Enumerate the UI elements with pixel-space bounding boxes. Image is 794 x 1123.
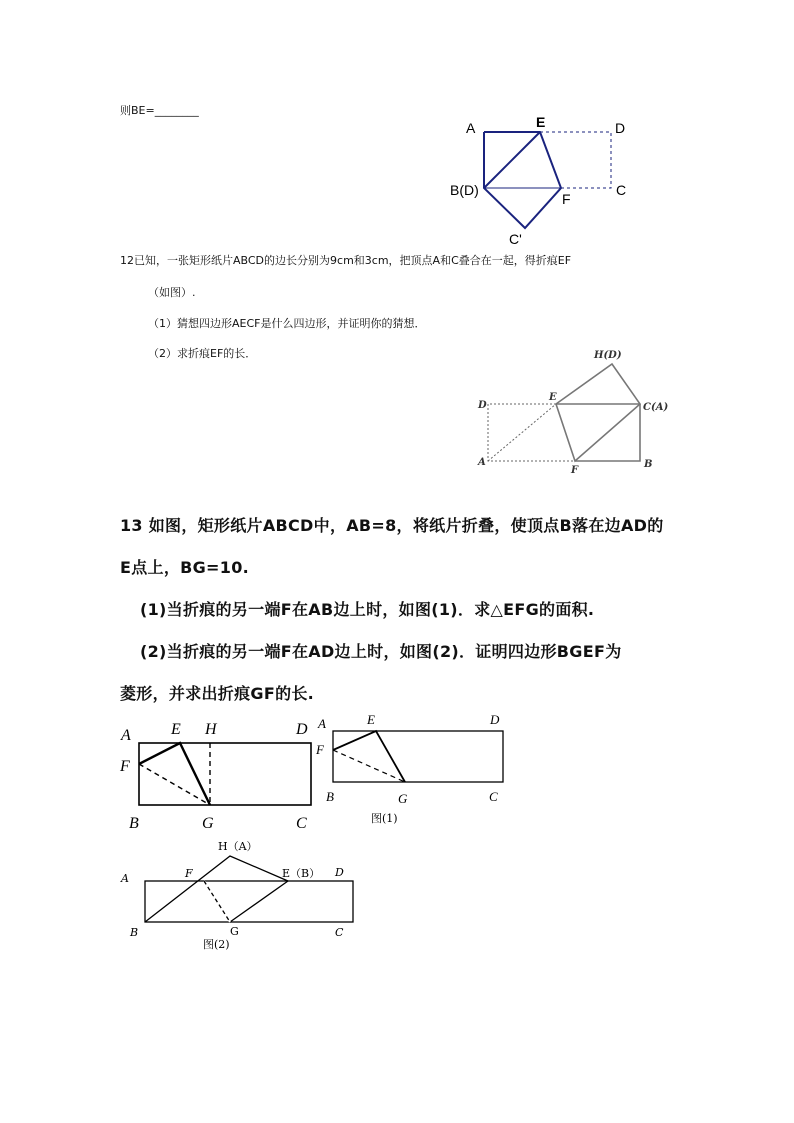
fig13a-label-h: H <box>205 721 217 738</box>
fig13a-label-c: C <box>296 815 307 832</box>
fig12-label-f: F <box>571 465 579 476</box>
fig11-label-a: A <box>466 120 476 136</box>
fig11-label-f: F <box>562 191 571 207</box>
q13-part2b: 菱形，并求出折痕GF的长. <box>120 684 315 703</box>
q13-part1: (1)当折痕的另一端F在AB边上时，如图(1)．求△EFG的面积. <box>140 600 595 619</box>
q12-line1: 12已知，一张矩形纸片ABCD的边长分别为9cm和3cm，把顶点A和C叠合在一起，得折痕EF <box>120 254 572 267</box>
fig13a-label-d: D <box>296 721 308 738</box>
fig13c-label-a: A <box>121 872 129 885</box>
fig13b-label-g: G <box>398 791 408 806</box>
fig11-label-d: D <box>615 120 626 136</box>
fig11-label-cprime: C' <box>509 231 522 247</box>
fig13c-label-c: C <box>335 926 344 939</box>
fig12-label-e: E <box>549 392 557 403</box>
fig13a-label-f: F <box>120 758 130 775</box>
q11-answer-line: 则BE=________ <box>120 104 199 117</box>
fig13b-label-f: F <box>316 742 324 757</box>
fig12-label-a: A <box>478 457 486 468</box>
fig13a-label-b: B <box>129 815 139 832</box>
q13-part2: (2)当折痕的另一端F在AD边上时，如图(2)．证明四边形BGEF为 <box>140 642 622 661</box>
q13-line1: 13 如图，矩形纸片ABCD中，AB=8，将纸片折叠，使顶点B落在边AD的 <box>120 516 664 535</box>
fig13b-label-e: E <box>367 712 375 727</box>
fig13a-label-g: G <box>202 815 214 832</box>
fig13c-label-ha: H（A） <box>218 840 258 853</box>
fig13a-label-a: A <box>121 727 131 744</box>
fig13c-label-eb: E（B） <box>282 867 321 880</box>
fig11-label-c: C <box>616 182 627 198</box>
fig12-label-hd: H(D) <box>594 350 622 361</box>
fig13b-label-b: B <box>326 789 334 804</box>
fig13a-label-e: E <box>171 721 181 738</box>
fig12-label-b: B <box>644 459 653 470</box>
fig13c-label-f: F <box>185 867 193 880</box>
fig13b-caption: 图(1) <box>371 812 398 825</box>
fig11-label-e: E <box>536 114 546 130</box>
fig13c-label-g: G <box>230 925 239 938</box>
fig13b-label-a: A <box>318 716 326 731</box>
fig13c-caption: 图(2) <box>203 938 230 951</box>
q13-line2: E点上，BG=10. <box>120 558 250 577</box>
q12-line2: （如图）. <box>148 286 196 299</box>
fig12-label-ca: C(A) <box>643 402 669 413</box>
fig13b-label-d: D <box>490 712 500 727</box>
fig13c-rectangle <box>145 881 353 922</box>
fig13c-label-d: D <box>335 866 344 879</box>
q12-part1: （1）猜想四边形AECF是什么四边形，并证明你的猜想． <box>148 317 426 330</box>
fig13b-label-c: C <box>489 789 498 804</box>
fig11-label-bd: B(D) <box>450 182 479 198</box>
fig12-label-d: D <box>478 400 487 411</box>
fig13c-label-b: B <box>130 926 139 939</box>
fig13c-fold-top <box>145 856 288 922</box>
q12-part2: （2）求折痕EF的长． <box>148 347 257 360</box>
